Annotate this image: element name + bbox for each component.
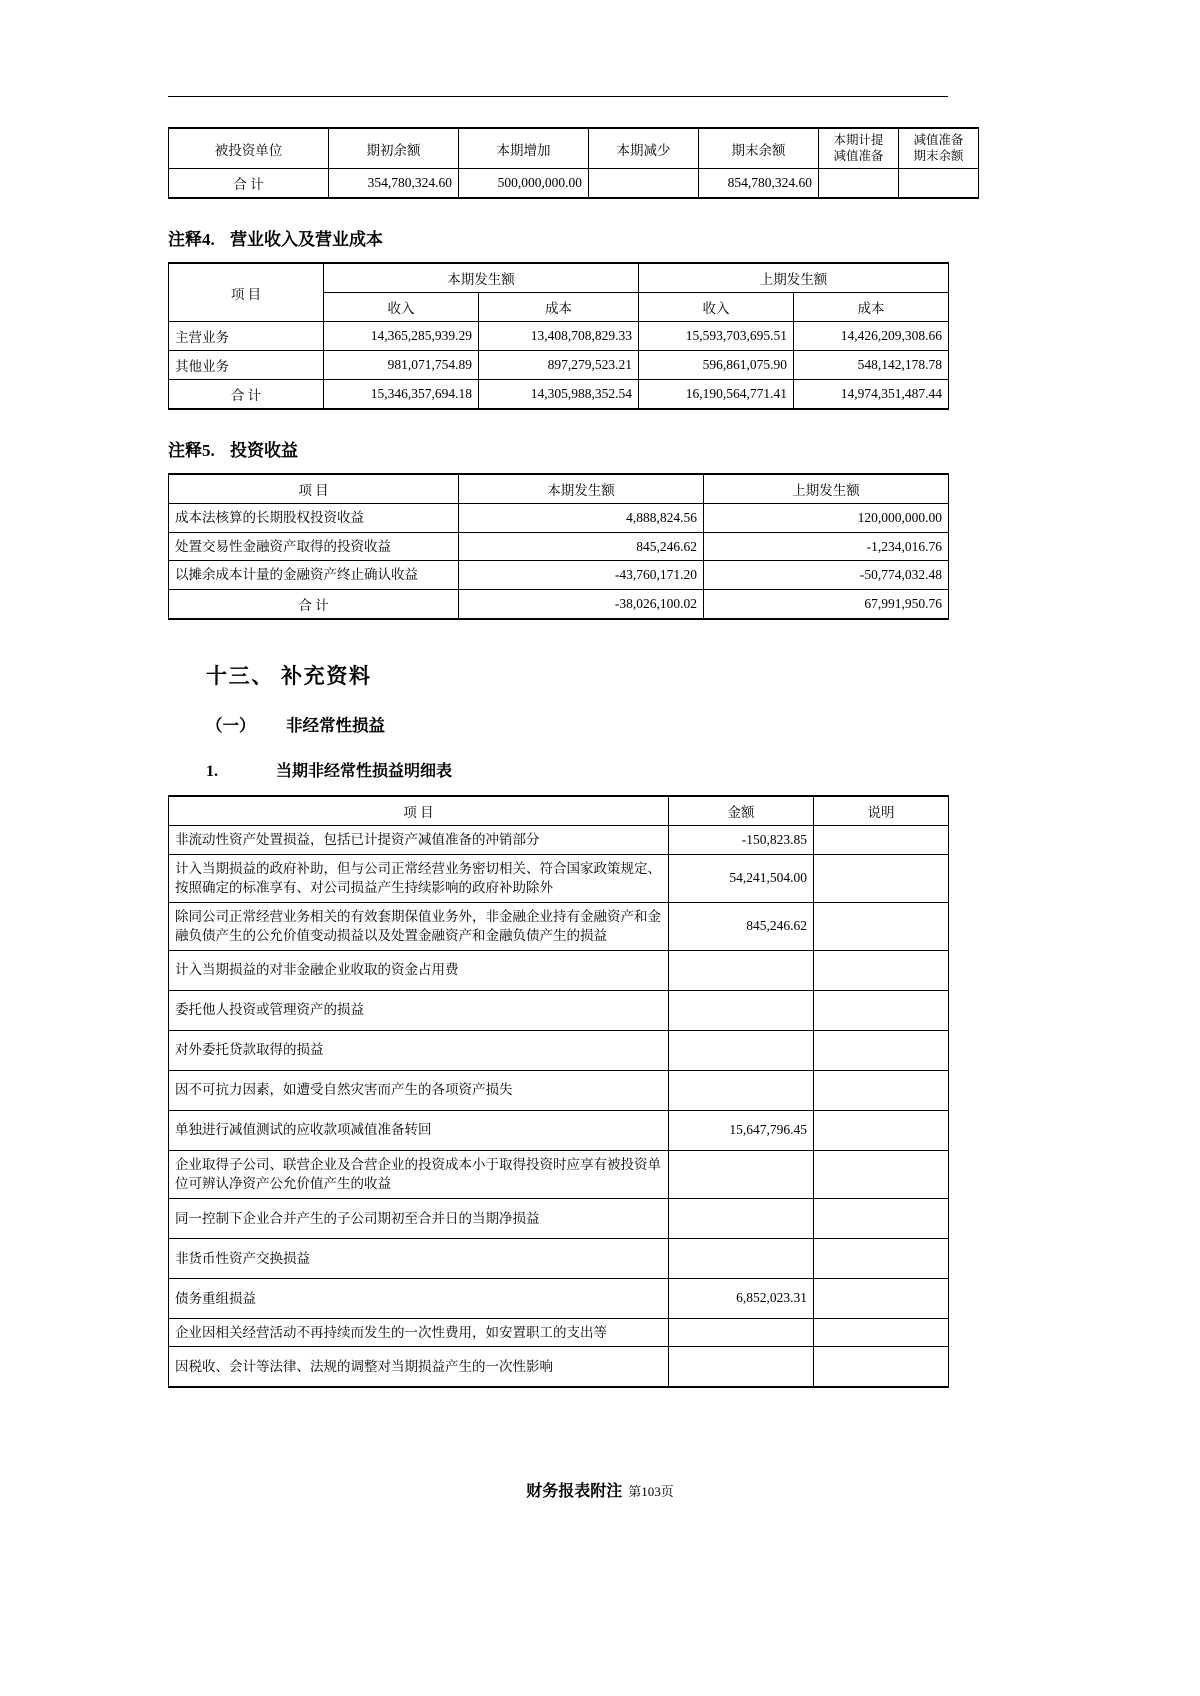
cell-note-3 [814, 950, 949, 990]
cell-note-4 [814, 990, 949, 1030]
note4-title: 营业收入及营业成本 [230, 230, 383, 250]
table-row [169, 1110, 949, 1150]
cell-amount-9 [669, 1198, 814, 1238]
cell-amount-1: 54,241,504.00 [669, 854, 814, 902]
table-header-row [169, 474, 949, 504]
cell-main-pri-cost: 14,426,209,308.66 [794, 322, 949, 351]
row-label-8: 企业取得子公司、联营企业及合营企业的投资成本小于取得投资时应享有被投资单位可辨认净资产公允价值产生的收益 [169, 1150, 669, 1198]
col-header-note: 说明 [814, 796, 949, 826]
page-content [168, 96, 964, 1388]
row-label-7: 单独进行减值测试的应收款项减值准备转回 [169, 1110, 669, 1150]
col-header-item: 项 目 [169, 796, 669, 826]
cell-note-11 [814, 1278, 949, 1318]
cell-total-pri-income: 16,190,564,771.41 [639, 380, 794, 410]
table-row [169, 950, 949, 990]
cell-amount-8 [669, 1150, 814, 1198]
table-row [169, 1030, 949, 1070]
cell-note-8 [814, 1150, 949, 1198]
cell-cost-method-prior: 120,000,000.00 [704, 504, 949, 533]
investment-units-table [168, 127, 979, 199]
row-label-total: 合 计 [169, 589, 459, 619]
cell-note-9 [814, 1198, 949, 1238]
cell-amount-3 [669, 950, 814, 990]
col-header-provision-closing-line2: 期末余额 [913, 148, 964, 163]
note4-heading [168, 225, 948, 250]
row-label-13: 因税收、会计等法律、法规的调整对当期损益产生的一次性影响 [169, 1347, 669, 1387]
table-row [169, 561, 949, 590]
row-label-9: 同一控制下企业合并产生的子公司期初至合并日的当期净损益 [169, 1198, 669, 1238]
cell-amount-7: 15,647,796.45 [669, 1110, 814, 1150]
table-row [169, 990, 949, 1030]
cell-other-cur-income: 981,071,754.89 [324, 351, 479, 380]
table-row [169, 825, 949, 854]
revenue-cost-table [168, 262, 949, 410]
page-footer [0, 1478, 1200, 1501]
col-header-item: 项 目 [169, 263, 324, 322]
cell-main-cur-cost: 13,408,708,829.33 [479, 322, 639, 351]
cell-total-current: -38,026,100.02 [459, 589, 704, 619]
cell-amount-10 [669, 1238, 814, 1278]
table-row [169, 1347, 949, 1387]
row-label-trading-assets-income: 处置交易性金融资产取得的投资收益 [169, 532, 459, 561]
cell-total-cur-income: 15,346,357,694.18 [324, 380, 479, 410]
col-header-provision-closing-line1: 减值准备 [913, 133, 964, 147]
table-row [169, 1318, 949, 1347]
cell-main-cur-income: 14,365,285,939.29 [324, 322, 479, 351]
row-label-total: 合 计 [169, 169, 329, 199]
table-row [169, 351, 949, 380]
section13-sub1-index: （一） [206, 715, 256, 735]
cell-amortized-cost-prior: -50,774,032.48 [704, 561, 949, 590]
row-label-4: 委托他人投资或管理资产的损益 [169, 990, 669, 1030]
cell-total-prior: 67,991,950.76 [704, 589, 949, 619]
table-row [169, 169, 979, 199]
nonrecurring-items-table [168, 795, 949, 1388]
table-row [169, 1238, 949, 1278]
cell-amount-11: 6,852,023.31 [669, 1278, 814, 1318]
table-row [169, 532, 949, 561]
row-label-3: 计入当期损益的对非金融企业收取的资金占用费 [169, 950, 669, 990]
cell-amount-6 [669, 1070, 814, 1110]
cell-cost-method-current: 4,888,824.56 [459, 504, 704, 533]
col-header-current-period: 本期发生额 [459, 474, 704, 504]
col-subheader-prior-cost: 成本 [794, 293, 949, 322]
cell-note-10 [814, 1238, 949, 1278]
table-row [169, 1150, 949, 1198]
cell-decrease [589, 169, 699, 199]
row-label-main-business: 主营业务 [169, 322, 324, 351]
section13-sub1-heading [206, 712, 948, 736]
section13-sub2-index: 1. [206, 762, 218, 780]
cell-increase: 500,000,000.00 [459, 169, 589, 199]
col-header-item: 项 目 [169, 474, 459, 504]
note5-number: 注释5. [168, 441, 215, 461]
col-header-decrease: 本期减少 [589, 128, 699, 169]
col-header-prior-period: 上期发生额 [704, 474, 949, 504]
cell-note-5 [814, 1030, 949, 1070]
row-label-0: 非流动性资产处置损益，包括已计提资产减值准备的冲销部分 [169, 825, 669, 854]
col-header-current-period: 本期发生额 [324, 263, 639, 293]
cell-note-6 [814, 1070, 949, 1110]
row-label-amortized-cost-income: 以摊余成本计量的金融资产终止确认收益 [169, 561, 459, 590]
cell-note-13 [814, 1347, 949, 1387]
table-row [169, 1278, 949, 1318]
col-header-closing: 期末余额 [699, 128, 819, 169]
cell-other-pri-cost: 548,142,178.78 [794, 351, 949, 380]
col-subheader-prior-income: 收入 [639, 293, 794, 322]
top-divider [168, 96, 948, 97]
cell-opening: 354,780,324.60 [329, 169, 459, 199]
cell-amount-4 [669, 990, 814, 1030]
col-header-increase: 本期增加 [459, 128, 589, 169]
table-header-row [169, 263, 949, 293]
table-row [169, 1198, 949, 1238]
cell-trading-assets-current: 845,246.62 [459, 532, 704, 561]
cell-note-2 [814, 902, 949, 950]
col-subheader-current-income: 收入 [324, 293, 479, 322]
cell-provision-closing [899, 169, 979, 199]
cell-amount-13 [669, 1347, 814, 1387]
table-row [169, 854, 949, 902]
investment-income-table [168, 473, 949, 620]
col-header-provision-current [819, 128, 899, 169]
table-header-row [169, 796, 949, 826]
cell-provision-current [819, 169, 899, 199]
cell-total-cur-cost: 14,305,988,352.54 [479, 380, 639, 410]
row-label-10: 非货币性资产交换损益 [169, 1238, 669, 1278]
cell-closing: 854,780,324.60 [699, 169, 819, 199]
cell-amortized-cost-current: -43,760,171.20 [459, 561, 704, 590]
section13-sub1-title: 非经常性损益 [286, 715, 385, 735]
table-row [169, 380, 949, 410]
col-header-provision-current-line1: 本期计提 [833, 133, 884, 147]
cell-other-cur-cost: 897,279,523.21 [479, 351, 639, 380]
table-row [169, 322, 949, 351]
col-header-prior-period: 上期发生额 [639, 263, 949, 293]
cell-amount-2: 845,246.62 [669, 902, 814, 950]
table-row [169, 1070, 949, 1110]
footer-page-number: 第103页 [628, 1484, 674, 1499]
col-header-unit: 被投资单位 [169, 128, 329, 169]
col-header-opening: 期初余额 [329, 128, 459, 169]
col-header-provision-current-line2: 减值准备 [833, 148, 884, 163]
note4-number: 注释4. [168, 230, 215, 250]
cell-amount-12 [669, 1318, 814, 1347]
cell-trading-assets-prior: -1,234,016.76 [704, 532, 949, 561]
col-subheader-current-cost: 成本 [479, 293, 639, 322]
cell-note-0 [814, 825, 949, 854]
table-row [169, 589, 949, 619]
row-label-11: 债务重组损益 [169, 1278, 669, 1318]
cell-note-7 [814, 1110, 949, 1150]
row-label-6: 因不可抗力因素，如遭受自然灾害而产生的各项资产损失 [169, 1070, 669, 1110]
note5-title: 投资收益 [230, 441, 298, 461]
table-row [169, 902, 949, 950]
section13-title: 十三、 补充资料 [206, 663, 372, 688]
cell-note-1 [814, 854, 949, 902]
footer-label: 财务报表附注 [526, 1483, 623, 1500]
row-label-5: 对外委托贷款取得的损益 [169, 1030, 669, 1070]
cell-note-12 [814, 1318, 949, 1347]
cell-amount-5 [669, 1030, 814, 1070]
cell-total-pri-cost: 14,974,351,487.44 [794, 380, 949, 410]
col-header-amount: 金额 [669, 796, 814, 826]
section13-sub2-heading [206, 758, 948, 781]
row-label-12: 企业因相关经营活动不再持续而发生的一次性费用，如安置职工的支出等 [169, 1318, 669, 1347]
cell-other-pri-income: 596,861,075.90 [639, 351, 794, 380]
row-label-total: 合 计 [169, 380, 324, 410]
row-label-1: 计入当期损益的政府补助，但与公司正常经营业务密切相关、符合国家政策规定、按照确定的标准享有、对公司损益产生持续影响的政府补助除外 [169, 854, 669, 902]
cell-main-pri-income: 15,593,703,695.51 [639, 322, 794, 351]
row-label-cost-method-income: 成本法核算的长期股权投资收益 [169, 504, 459, 533]
cell-amount-0: -150,823.85 [669, 825, 814, 854]
table-header-row [169, 128, 979, 169]
row-label-2: 除同公司正常经营业务相关的有效套期保值业务外，非金融企业持有金融资产和金融负债产生的公允价值变动损益以及处置金融资产和金融负债产生的损益 [169, 902, 669, 950]
table-row [169, 504, 949, 533]
note5-heading [168, 436, 948, 461]
section13-sub2-title: 当期非经常性损益明细表 [276, 762, 453, 780]
col-header-provision-closing [899, 128, 979, 169]
row-label-other-business: 其他业务 [169, 351, 324, 380]
